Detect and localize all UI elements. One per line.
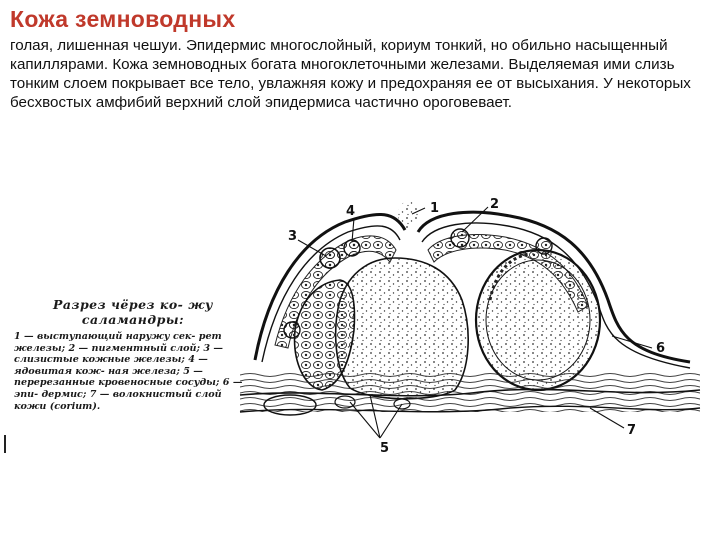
marker-1: 1	[430, 201, 440, 216]
caption-title: Разрез чёрез ко- жу саламандры:	[52, 297, 214, 327]
caption-legend: 1 — выступающий наружу сек- рет железы; 2 — пигментный слой; 3 — слизистые кожные железы; 4 — ядовитая кож- ная железа; 5 — перерезанные кровеносные сосуды; 6 — эпи- дермис; 7 — волокнистый слой кожи (corium).	[14, 331, 243, 412]
body-paragraph: голая, лишенная чешуи. Эпидермис многослойный, кориум тонкий, но обильно насыщенный капиллярами. Кожа земноводных богата многоклеточными железами. Выделяемая ими слизь тонким слоем покрывает все тело, увлажняя кожу и предохраняя ее от высыхания. У некоторых бесхвостых амфибий верхний слой эпидермиса частично ороговевает.	[10, 37, 691, 111]
margin-mark	[4, 435, 6, 453]
marker-4: 4	[346, 204, 356, 219]
figure-caption	[14, 297, 252, 412]
marker-3: 3	[288, 229, 298, 244]
slide-title: Кожа земноводных	[10, 6, 236, 32]
marker-2: 2	[490, 197, 500, 212]
marker-7: 7	[627, 423, 637, 438]
marker-6: 6	[656, 341, 666, 356]
marker-5: 5	[380, 441, 390, 456]
